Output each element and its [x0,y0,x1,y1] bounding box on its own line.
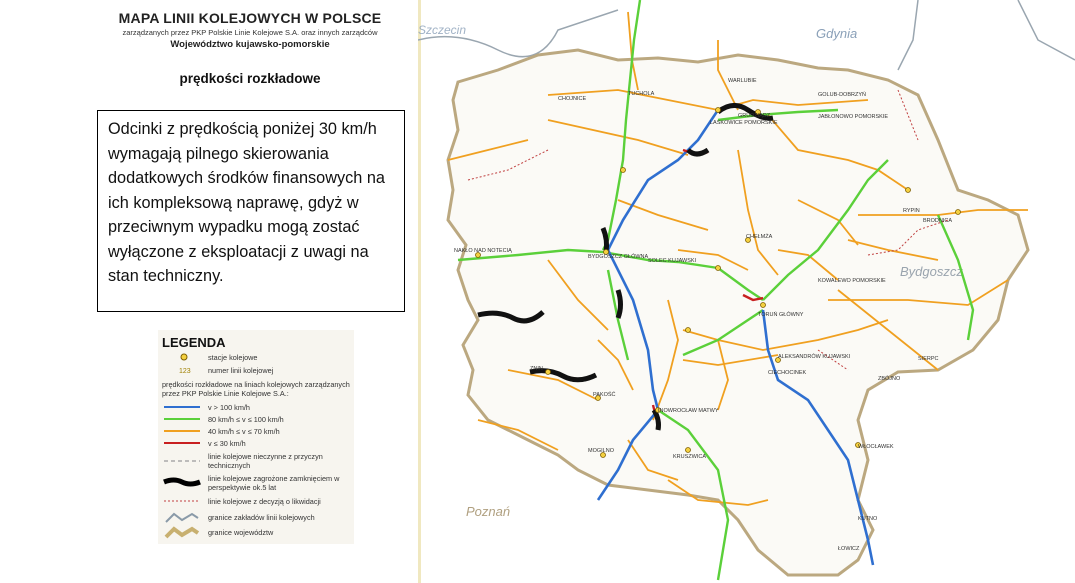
neighbor-label: Szczecin [418,23,467,37]
legend-liquidation: linie kolejowe z decyzją o likwidacji [208,497,321,506]
station-label: CHOJNICE [558,96,587,102]
map-title: MAPA LINII KOLEJOWYCH W POLSCE [118,10,382,26]
station-label: NAKŁO NAD NOTECIĄ [454,248,512,254]
map-subline: zarządzanych przez PKP Polskie Linie Kolejowe S.A. oraz innych zarządców [122,28,378,37]
line-number-symbol [162,364,202,376]
speed-orange-symbol [162,426,202,436]
threatened-line-symbol [162,476,202,488]
note-box: Odcinki z prędkością poniżej 30 km/h wymagają pilnego skierowania dodatkowych środków finansowych na ich kompleksową naprawę, gdyż w przeciwnym wypadku mogą zostać wyłączone z eksploatacji z uwagi na stan techniczny. [97,110,405,312]
station-label: ZBÓJNO [878,376,901,382]
legend-voiv-border: granice województw [208,528,274,537]
station-label: TUCHOLA [628,91,655,97]
station-label: INOWROCŁAW MATWY [658,408,719,414]
neighbor-label: Bydgoszcz [900,264,963,279]
legend-speed-3: 40 km/h ≤ v ≤ 70 km/h [208,427,280,436]
legend-speed-4: v ≤ 30 km/h [208,439,246,448]
legend-speed-1: v > 100 km/h [208,403,250,412]
station-label: KUTNO [858,516,878,522]
legend-speed-2: 80 km/h ≤ v ≤ 100 km/h [208,415,284,424]
speed-blue-symbol [162,402,202,412]
station-label: PAKOŚĆ [593,392,616,398]
station-label: JABŁONOWO POMORSKIE [818,114,888,120]
legend-line-numbers: numer linii kolejowej [208,366,274,375]
legend-threatened: linie kolejowe zagrożone zamknięciem w perspektywie ok.5 lat [208,474,340,492]
legend-speed-heading: prędkości rozkładowe na liniach kolejowych zarządzanych przez PKP Polskie Linie Kolejowe S.A.: [162,380,350,398]
legend [158,330,354,544]
station-symbol-icon [162,351,202,363]
station-label: CIECHOCINEK [768,370,807,376]
station-label: WARLUBIE [728,78,757,84]
map-subtitle: prędkości rozkładowe [179,71,321,86]
region-name: Województwo kujawsko-pomorskie [170,39,330,50]
legend-title: LEGENDA [162,335,226,350]
station-label: KRUSZWICA [673,454,706,460]
map-title-block [100,10,400,50]
station-label: ALEKSANDRÓW KUJAWSKI [778,354,851,360]
legend-stations: stacje kolejowe [208,353,258,362]
left-panel [0,0,418,583]
station-label: KOWALEWO POMORSKIE [818,278,886,284]
station-label: BYDGOSZCZ GŁÓWNA [588,254,649,260]
station-label: SOLEC KUJAWSKI [648,258,697,264]
station-label: GRUDZIĄDZ [738,113,771,119]
station-label: CHEŁMŻA [746,234,773,240]
neighbor-label: Poznań [466,504,511,519]
station-label: RYPIN [903,208,920,214]
liquidation-line-symbol [162,496,202,506]
station-label: ZNIN [530,366,543,372]
legend-inactive: linie kolejowe nieczynne z przyczyn technicznych [208,452,323,470]
plant-border-symbol [162,510,202,524]
speed-green-symbol [162,414,202,424]
station-label: ŁOWICZ [838,546,860,552]
neighbor-label: Gdynia [816,26,858,41]
voivodeship-border-symbol [162,525,202,539]
station-label: WŁOCŁAWEK [858,444,894,450]
speed-red-symbol [162,438,202,448]
svg-text:123: 123 [179,368,191,375]
station-label: MOGILNO [588,448,614,454]
station-label: GOLUB-DOBRZYŃ [818,92,866,98]
legend-plant-border: granice zakładów linii kolejowych [208,513,315,522]
railway-map [418,0,1075,583]
inactive-line-symbol [162,456,202,466]
station-label: SIERPC [918,356,939,362]
station-label: BRODNICA [923,218,953,224]
station-label: LASKOWICE POMORSKIE [710,120,778,126]
station-label: TORUŃ GŁÓWNY [758,312,804,318]
